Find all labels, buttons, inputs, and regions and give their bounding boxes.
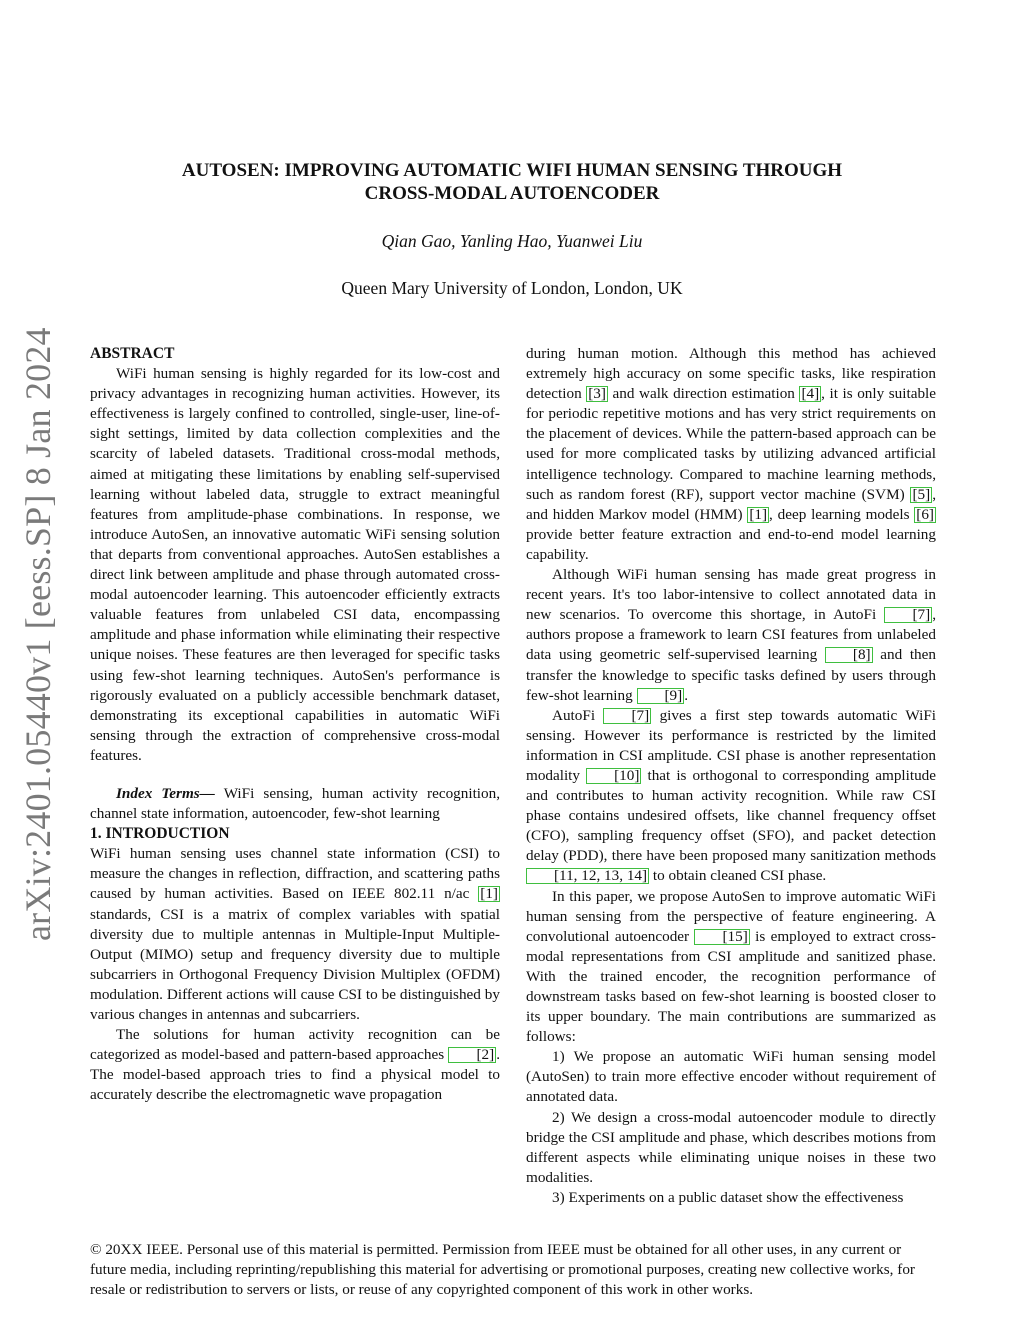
citation-link[interactable]: [1] [480, 885, 498, 903]
contribution-1: 1) We propose an automatic WiFi human sensing model (AutoSen) to train more effective encoder without requirement of annotated data. [526, 1048, 936, 1106]
intro-paragraph-2: The solutions for human activity recognition can be categorized as model-based and pattern-based approaches [2] . The model-based approach tries to find a physical model to accurately describe the electromagnetic wave propagation [90, 1026, 500, 1104]
intro-paragraph-3: during human motion. Although this method has achieved extremely high accuracy on some specific tasks, like respiration detection [3] and walk direction estimation [4] , it is only suitable for periodic repetitive motions and has very strict requirements on the placement of devices. While the pattern-based approach can be used for more complicated tasks by utilizing advanced artificial intelligence technology. Compared to machine learning methods, such as random forest (RF), support vector machine (SVM) [5] , and hidden Markov model (HMM) [1] , deep learning models [6] provide better feature extraction and end-to-end model learning capability. [526, 345, 937, 563]
citation-link[interactable]: [15] [694, 929, 749, 945]
title-line-2: CROSS-MODAL AUTOENCODER [364, 183, 660, 204]
paper-title [0, 159, 1024, 205]
citation-link[interactable]: [2] [448, 1047, 496, 1063]
intro-paragraph-1: WiFi human sensing uses channel state information (CSI) to measure the changes in reflection, diffraction, and scattering paths caused by human activities. Based on IEEE 802.11 n/ac [1] standards, CSI is a matrix of complex variables with spatial diversity due to multiple antennas in Multiple-Input Multiple-Output (MIMO) setup and frequency diversity due to multiple subcarriers in Orthogonal Frequency Division Multiplex (OFDM) modulation. Different actions will cause CSI to be distinguished by various changes in antennas and subcarriers. [90, 845, 500, 1023]
citation-link[interactable]: [11, 12, 13, 14] [526, 868, 649, 884]
citation-link[interactable]: [7] [884, 607, 932, 623]
affiliation: Queen Mary University of London, London, UK [341, 278, 683, 298]
intro-paragraph-5: AutoFi [7] gives a first step towards automatic WiFi sensing. However its performance is restricted by the limited information in CSI amplitude. CSI phase is another representation modality [10] that is orthogonal to corresponding amplitude and contributes to human activity recognition. While raw CSI phase contains undesired offsets, like channel frequency offset (CFO), sampling frequency offset (SFO), and packet detection delay (PDD), there have been proposed many sanitization methods [11, 12, 13, 14] to obtain cleaned CSI phase. [526, 706, 936, 885]
citation-link[interactable]: [9] [637, 688, 685, 704]
intro-paragraph-4: Although WiFi human sensing has made great progress in recent years. It's too labor-intensive to collect annotated data in new scenarios. To overcome this shortage, in AutoFi [7] , authors propose a framework to learn CSI features from unlabeled data using geometric self-supervised learning [8] and then transfer the knowledge to specific tasks defined by users through few-shot learning [9] . [526, 566, 936, 704]
index-terms-label: Index Terms— [116, 784, 215, 802]
arxiv-identifier: arXiv:2401.05440v1 [eess.SP] 8 Jan 2024 [18, 327, 58, 941]
citation-link[interactable]: [3] [588, 385, 606, 403]
title-line-1: AUTOSEN: IMPROVING AUTOMATIC WIFI HUMAN SENSING THROUGH [181, 160, 843, 181]
contribution-3: 3) Experiments on a public dataset show the effectiveness [552, 1188, 904, 1206]
citation-link[interactable]: [7] [603, 708, 651, 724]
copyright-notice: © 20XX IEEE. Personal use of this material is permitted. Permission from IEEE must be obtained for all other uses, in any current or future media, including reprinting/republishing this material for advertising or promotional purposes, creating new collective works, for resale or redistribution to servers or lists, or reuse of any copyrighted component of this work in other works. [90, 1241, 915, 1298]
intro-paragraph-6: In this paper, we propose AutoSen to improve automatic WiFi human sensing from the perspective of feature engineering. A convolutional autoencoder [15] is employed to extract cross-modal representations from CSI amplitude and sanitized phase. With the trained encoder, the recognition performance of downstream tasks based on few-shot learning is boosted closer to its upper boundary. The main contributions are summarized as follows: [526, 887, 936, 1046]
citation-link[interactable]: [4] [801, 385, 820, 403]
right-column [526, 344, 936, 1208]
index-terms-text: WiFi sensing, human activity recognition, channel state information, autoencoder, few-shot learning [90, 784, 501, 823]
author-list: Qian Gao, Yanling Hao, Yuanwei Liu [381, 231, 643, 251]
contribution-2: 2) We design a cross-modal autoencoder module to directly bridge the CSI amplitude and phase, which describes motions from different aspects while eliminating unique noises in these two modalities. [526, 1108, 936, 1186]
abstract-text: WiFi human sensing is highly regarded for its low-cost and privacy advantages in recognizing human activities. However, its effectiveness is largely confined to controlled, single-user, line-of-sight settings, limited by data collection complexities and the scarcity of labeled datasets. Traditional cross-modal methods, aimed at mitigating these limitations by enabling self-supervised learning without labeled data, struggle to extract meaningful features from amplitude-phase combinations. In response, we introduce AutoSen, an innovative automatic WiFi sensing solution that departs from conventional approaches. AutoSen establishes a direct link between amplitude and phase through automated cross-modal autoencoder learning. This autoencoder efficiently extracts valuable features from unlabeled CSI data, encompassing amplitude and phase information while eliminating their respective unique noises. These features are then leveraged for specific tasks using few-shot learning techniques. AutoSen's performance is rigorously evaluated on a publicly accessible benchmark dataset, demonstrating its exceptional capabilities in automatic WiFi sensing through the extraction of comprehensive cross-modal features. [90, 365, 500, 764]
citation-link[interactable]: [8] [825, 647, 873, 663]
citation-link[interactable]: [6] [916, 505, 934, 523]
index-terms [90, 784, 500, 824]
citation-link[interactable]: [10] [586, 768, 641, 784]
left-column [90, 344, 500, 1105]
citation-link[interactable]: [5] [912, 485, 931, 503]
introduction-heading: 1. INTRODUCTION [90, 825, 230, 843]
abstract-heading: ABSTRACT [90, 345, 175, 362]
citation-link[interactable]: [1] [749, 505, 768, 523]
